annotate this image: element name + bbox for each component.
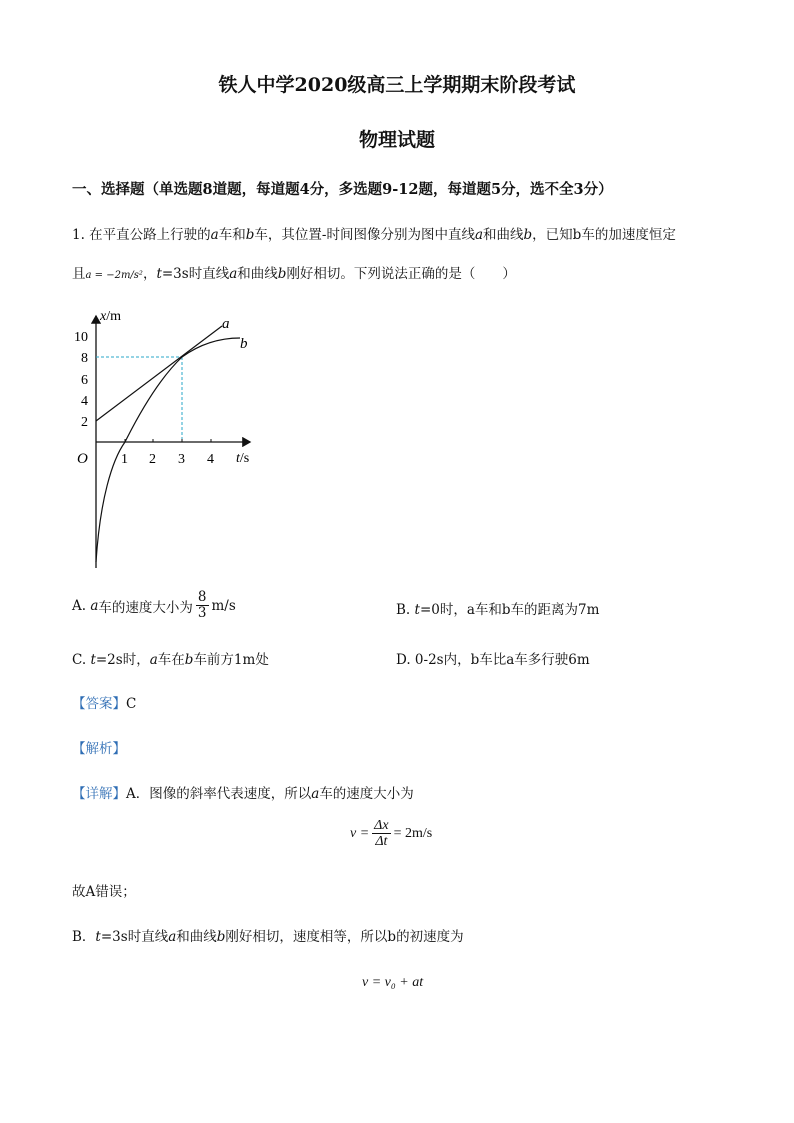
q-line1-mid2: 车，其位置-时间图像分别为图中直线 (254, 227, 475, 243)
y-axis-label: x/m (100, 309, 121, 324)
curve-b (96, 338, 240, 562)
equation-initial-velocity: v = v₀ + at (362, 975, 424, 990)
q-line2-suffix: 刚好相切。下列说法正确的是（ ） (286, 266, 516, 282)
x-tick-1: 1 (121, 452, 128, 467)
position-time-graph (60, 300, 290, 575)
detail-b-var-a: a (168, 929, 177, 945)
eq1-denominator: Δt (375, 834, 388, 849)
q-var-a: a (210, 227, 219, 243)
option-a (72, 590, 236, 621)
detail-line-a (72, 782, 414, 802)
detail-b-mid2: 和曲线 (176, 929, 217, 945)
q-line2-mid1: ， (142, 266, 157, 282)
option-a-text: 车的速度大小为 (98, 599, 193, 616)
y-tick-10: 10 (74, 330, 88, 345)
question-line-1 (72, 223, 676, 243)
option-c-var-a: a (149, 652, 158, 668)
line-a-label: a (222, 316, 230, 332)
eq1-numerator: Δx (374, 818, 389, 833)
option-a-unit: m/s (211, 597, 236, 614)
y-tick-6: 6 (81, 373, 88, 388)
q-var-t: t (156, 266, 162, 282)
option-b-prefix: B. (396, 602, 411, 618)
option-c-text1: =2s时， (95, 652, 150, 668)
curve-b-label: b (240, 336, 248, 352)
option-b-var: t (414, 602, 420, 618)
detail-b-var-b: b (216, 929, 226, 945)
q-var-a-2: a (474, 227, 484, 243)
option-a-prefix: A. (72, 597, 87, 614)
detail-b-mid1: =3s时直线 (100, 929, 169, 945)
eq1-lhs: v = (350, 825, 370, 841)
option-a-fraction (196, 590, 209, 621)
q-line1-mid1: 车和 (218, 227, 246, 243)
option-a-denominator: 3 (197, 605, 207, 621)
exam-title: 铁人中学2020级高三上学期期末阶段考试 (218, 74, 576, 96)
answer-line (72, 692, 136, 712)
q-var-a-3: a (229, 266, 238, 282)
q-line2-prefix: 且 (72, 266, 86, 282)
analysis-label: 【解析】 (72, 741, 126, 757)
question-line-2 (72, 262, 516, 282)
origin-label: O (77, 451, 88, 467)
answer-label: 【答案】 (72, 696, 126, 712)
option-b (396, 598, 599, 618)
option-b-text: =0时，a车和b车的距离为7m (419, 602, 600, 618)
equation-velocity-a (350, 818, 432, 849)
q-var-b-2: b (523, 227, 533, 243)
eq1-fraction (372, 818, 390, 849)
q-line1-mid3: 和曲线 (483, 227, 524, 243)
option-c-prefix: C. (72, 652, 87, 668)
option-a-var: a (90, 597, 99, 614)
detail-b-prefix: B． (72, 929, 96, 945)
exam-subtitle: 物理试题 (358, 129, 435, 151)
q-var-b: b (245, 227, 255, 243)
q-line1-suffix: ，已知b车的加速度恒定 (532, 227, 676, 243)
section-heading: 一、选择题（单选题8道题，每道题4分，多选题9-12题，每道题5分，选不全3分） (72, 181, 613, 198)
option-c-text2: 车在 (157, 652, 185, 668)
option-c (72, 648, 269, 668)
y-tick-2: 2 (81, 415, 88, 430)
line-a (96, 326, 222, 421)
detail-label: 【详解】 (72, 786, 126, 802)
x-tick-2: 2 (149, 452, 156, 467)
y-tick-8: 8 (81, 351, 88, 366)
x-tick-4: 4 (207, 452, 214, 467)
q-line1-prefix: 1. 在平直公路上行驶的 (72, 227, 211, 243)
option-c-var-b: b (184, 652, 194, 668)
q-line2-mid3: 和曲线 (237, 266, 278, 282)
detail-line-b (72, 925, 464, 945)
answer-value: C (126, 696, 137, 712)
detail-a-var: a (311, 786, 320, 802)
y-tick-4: 4 (81, 394, 88, 409)
x-axis-label: t/s (236, 451, 250, 466)
detail-b-var-t: t (95, 929, 101, 945)
option-c-var-t: t (90, 652, 96, 668)
q-line2-mid2: =3s时直线 (161, 266, 230, 282)
detail-b-suffix: 刚好相切，速度相等，所以b的初速度为 (225, 929, 464, 945)
q-var-b-3: b (277, 266, 287, 282)
acceleration-expression: a = −2m/s² (85, 270, 143, 281)
option-d: D. 0-2s内，b车比a车多行驶6m (396, 652, 590, 668)
option-c-text3: 车前方1m处 (193, 652, 269, 668)
detail-a-suffix: 车的速度大小为 (319, 786, 414, 802)
eq1-rhs: = 2m/s (393, 825, 433, 841)
x-tick-3: 3 (178, 452, 185, 467)
conclusion-a: 故A错误； (72, 884, 136, 900)
detail-a-prefix: A．图像的斜率代表速度，所以 (126, 786, 312, 802)
option-a-numerator: 8 (197, 589, 207, 605)
